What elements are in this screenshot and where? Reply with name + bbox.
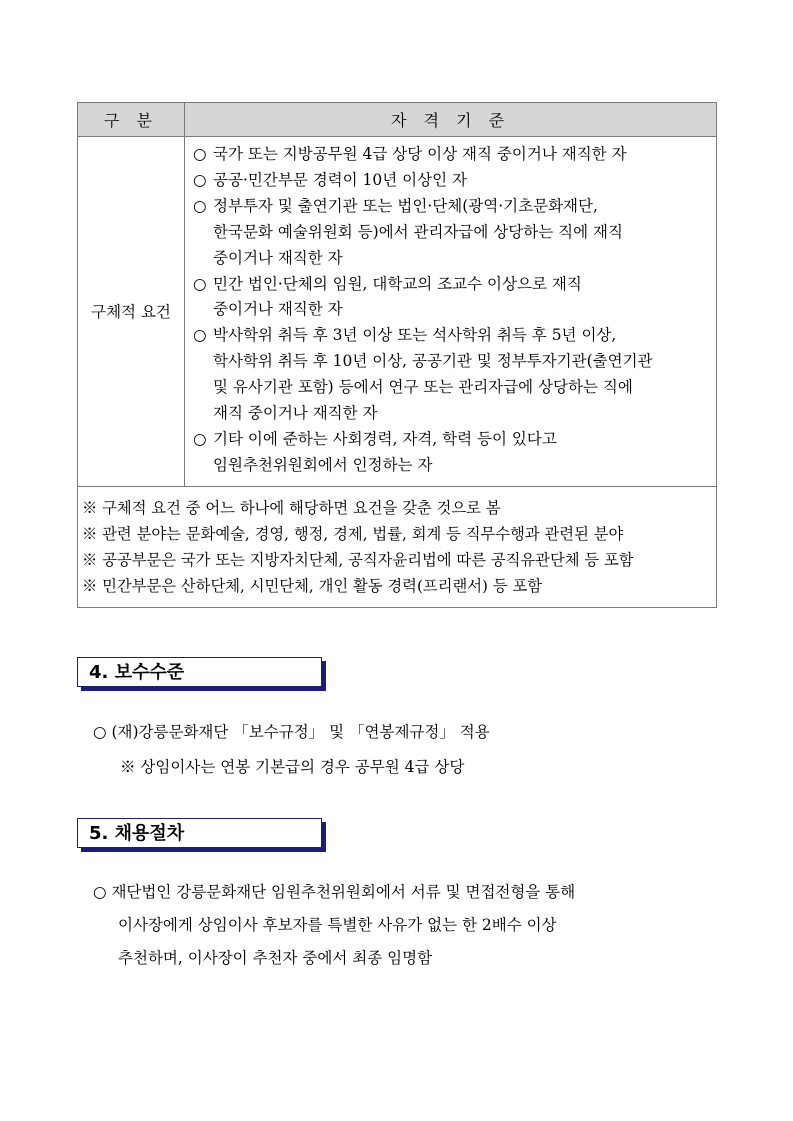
category-label: 구체적 요건 [78, 137, 185, 487]
note-line: ※ 민간부문은 산하단체, 시민단체, 개인 활동 경력(프리랜서) 등 포함 [82, 576, 543, 595]
circle-bullet-icon: ○ [193, 196, 207, 215]
qualification-table [77, 102, 717, 608]
criteria-list [185, 137, 717, 487]
criteria-item [193, 194, 710, 272]
table-header-row [78, 103, 717, 137]
section-5-paragraph [93, 876, 575, 975]
notes-row [78, 486, 717, 607]
criteria-line: 임원추천위원회에서 인정하는 자 [213, 455, 433, 474]
section-5-line: 추천하며, 이사장이 추천자 중에서 최종 임명함 [118, 949, 433, 967]
section-5-heading: 5. 채용절차 [77, 818, 322, 848]
circle-bullet-icon: ○ [193, 429, 207, 448]
circle-bullet-icon: ○ [193, 326, 207, 345]
criteria-line: 중이거나 재직한 자 [213, 300, 343, 319]
criteria-line: 공공·민간부문 경력이 10년 이상인 자 [213, 170, 467, 189]
header-category: 구 분 [78, 103, 185, 137]
note-line: ※ 관련 분야는 문화예술, 경영, 행정, 경제, 법률, 회계 등 직무수행과 관련된 분야 [82, 524, 624, 543]
criteria-line: 학사학위 취득 후 10년 이상, 공공기관 및 정부투자기관(출연기관 [213, 352, 653, 371]
section-4-heading: 4. 보수수준 [77, 657, 322, 687]
circle-bullet-icon: ○ [193, 170, 207, 189]
criteria-line: 박사학위 취득 후 3년 이상 또는 석사학위 취득 후 5년 이상, [213, 326, 617, 345]
criteria-line: 기타 이에 준하는 사회경력, 자격, 학력 등이 있다고 [213, 429, 557, 448]
circle-bullet-icon: ○ [193, 274, 207, 293]
circle-bullet-icon: ○ [193, 145, 207, 163]
criteria-item [193, 168, 710, 194]
section-5-line: ○ 재단법인 강릉문화재단 임원추천위원회에서 서류 및 면접전형을 통해 [93, 883, 576, 901]
header-criteria: 자 격 기 준 [185, 103, 717, 137]
criteria-item [193, 272, 710, 324]
criteria-line: 재직 중이거나 재직한 자 [213, 404, 378, 423]
criteria-line: 중이거나 재직한 자 [213, 248, 343, 267]
table-row [78, 137, 717, 487]
criteria-line: 국가 또는 지방공무원 4급 상당 이상 재직 중이거나 재직한 자 [213, 145, 627, 163]
criteria-item [193, 427, 710, 479]
criteria-line: 정부투자 및 출연기관 또는 법인·단체(광역·기초문화재단, [213, 196, 598, 215]
note-line: ※ 구체적 요건 중 어느 하나에 해당하면 요건을 갖춘 것으로 봄 [82, 498, 501, 517]
criteria-line: 및 유사기관 포함) 등에서 연구 또는 관리자급에 상당하는 직에 [213, 378, 633, 397]
criteria-item [193, 323, 710, 427]
note-line: ※ 공공부문은 국가 또는 지방자치단체, 공직자윤리법에 따른 공직유관단체 등 포함 [82, 550, 634, 569]
notes-list [78, 486, 717, 607]
section-4-note: ※ 상임이사는 연봉 기본급의 경우 공무원 4급 상당 [120, 758, 465, 776]
criteria-line: 민간 법인·단체의 임원, 대학교의 조교수 이상으로 재직 [213, 274, 582, 293]
section-4-item: ○ (재)강릉문화재단 「보수규정」 및 「연봉제규정」 적용 [93, 723, 490, 741]
criteria-item [193, 142, 710, 168]
section-5-line: 이사장에게 상임이사 후보자를 특별한 사유가 없는 한 2배수 이상 [118, 916, 557, 934]
criteria-line: 한국문화 예술위원회 등)에서 관리자급에 상당하는 직에 재직 [213, 222, 623, 241]
